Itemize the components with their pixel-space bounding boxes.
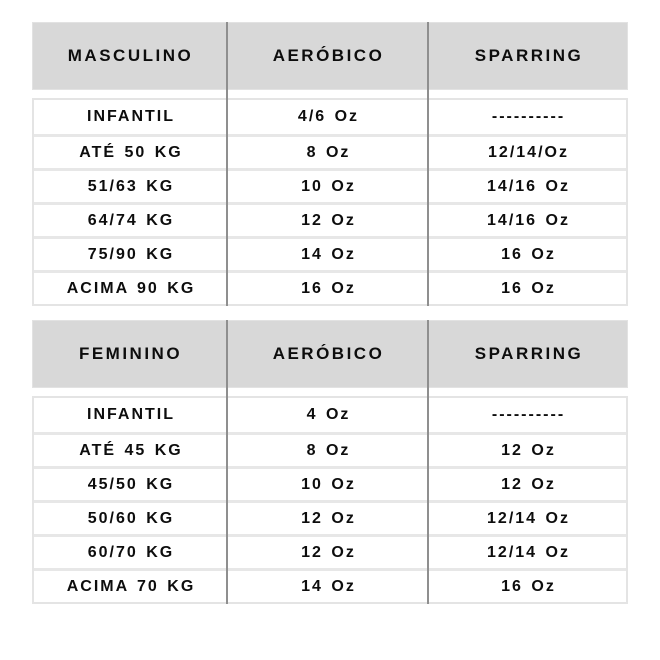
table-row <box>34 432 626 466</box>
cell-weight-class: ACIMA 70 KG <box>66 577 196 595</box>
cell-aerobico-size: 4/6 Oz <box>297 108 360 125</box>
cell-aerobico-size: 12 Oz <box>301 543 356 561</box>
cell-weight-class: ATÉ 50 KG <box>79 143 183 161</box>
cell-weight-class: INFANTIL <box>87 108 175 125</box>
cell-sparring-size: 14/16 Oz <box>487 177 570 195</box>
cell-aerobico-size: 8 Oz <box>306 441 351 459</box>
cell-sparring-size: 12/14/Oz <box>488 143 569 161</box>
table-row <box>34 202 626 236</box>
table-row <box>34 134 626 168</box>
cell-weight-class: 60/70 KG <box>87 543 175 561</box>
cell-weight-class: ATÉ 45 KG <box>79 441 183 459</box>
column-divider <box>226 22 228 306</box>
cell-weight-class: 50/60 KG <box>87 509 175 527</box>
masculino-table-body <box>32 98 628 306</box>
column-divider <box>427 320 429 604</box>
header-cell-sparring: SPARRING <box>474 46 584 65</box>
cell-weight-class: INFANTIL <box>87 406 175 423</box>
cell-sparring-size: 16 Oz <box>501 577 556 595</box>
header-cell-aerobico: AERÓBICO <box>272 46 385 65</box>
cell-weight-class: 75/90 KG <box>87 245 175 263</box>
table-row <box>34 466 626 500</box>
cell-sparring-size: 12 Oz <box>501 475 556 493</box>
cell-weight-class: ACIMA 90 KG <box>66 279 196 297</box>
table-row <box>34 534 626 568</box>
header-cell-masculino: MASCULINO <box>67 46 194 65</box>
table-row <box>34 236 626 270</box>
cell-weight-class: 64/74 KG <box>87 211 175 229</box>
cell-aerobico-size: 16 Oz <box>301 279 356 297</box>
column-divider <box>226 320 228 604</box>
cell-sparring-size: 16 Oz <box>501 245 556 263</box>
header-cell-sparring: SPARRING <box>474 344 584 363</box>
cell-weight-class: 45/50 KG <box>87 475 175 493</box>
cell-aerobico-size: 4 Oz <box>306 406 351 423</box>
table-row <box>34 568 626 602</box>
cell-aerobico-size: 14 Oz <box>301 245 356 263</box>
table-row <box>34 398 626 432</box>
table-row <box>34 100 626 134</box>
cell-aerobico-size: 14 Oz <box>301 577 356 595</box>
cell-sparring-size: 14/16 Oz <box>487 211 570 229</box>
cell-aerobico-size: 10 Oz <box>301 475 356 493</box>
header-cell-feminino: FEMININO <box>78 344 183 363</box>
cell-sparring-size: 12 Oz <box>501 441 556 459</box>
table-row <box>34 500 626 534</box>
cell-sparring-size: 16 Oz <box>501 279 556 297</box>
feminino-table <box>32 320 628 604</box>
cell-aerobico-size: 10 Oz <box>301 177 356 195</box>
column-divider <box>427 22 429 306</box>
table-row <box>34 270 626 304</box>
cell-aerobico-size: 12 Oz <box>301 509 356 527</box>
feminino-table-body <box>32 396 628 604</box>
masculino-header-row <box>32 22 628 90</box>
cell-aerobico-size: 8 Oz <box>306 143 351 161</box>
cell-aerobico-size: 12 Oz <box>301 211 356 229</box>
masculino-table <box>32 22 628 306</box>
cell-sparring-size: ---------- <box>491 406 566 423</box>
cell-sparring-size: 12/14 Oz <box>487 509 570 527</box>
header-cell-aerobico: AERÓBICO <box>272 344 385 363</box>
table-row <box>34 168 626 202</box>
cell-sparring-size: 12/14 Oz <box>487 543 570 561</box>
cell-weight-class: 51/63 KG <box>87 177 175 195</box>
feminino-header-row <box>32 320 628 388</box>
cell-sparring-size: ---------- <box>491 108 566 125</box>
